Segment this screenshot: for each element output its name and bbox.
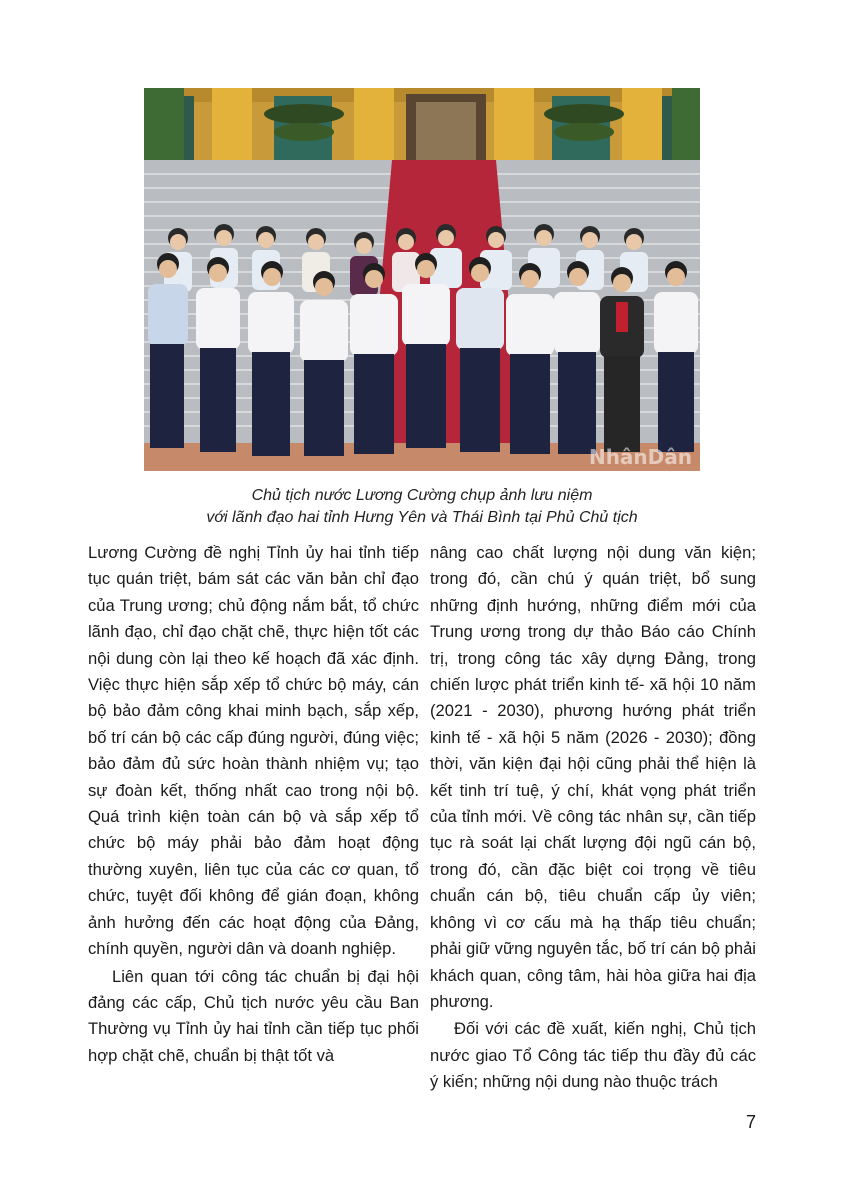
left-column [88, 540, 419, 1069]
photo-watermark: NhânDân [588, 445, 692, 469]
group-photo-icon [144, 88, 700, 471]
right-paragraph-1: nâng cao chất lượng nội dung văn kiện; trong đó, cần chú ý quán triệt, bổ sung những định hướng, những điểm mới của Trung ương trong dự thảo Báo cáo Chính trị, trong công tác xây dựng Đảng, trong chiến lược phát triển kinh tế- xã hội 10 năm (2021 - 2030), phương hướng phát triển kinh tế - xã hội 5 năm (2026 - 2030); đồng thời, văn kiện đại hội cũng phải thể hiện là kết tinh trí tuệ, ý chí, khát vọng phát triển của tỉnh mới. Về công tác nhân sự, cần tiếp tục rà soát lại chất lượng đội ngũ cán bộ, trong đó, cần đặc biệt coi trọng về tiêu chuẩn cán bộ, tiêu chuẩn cấp ủy viên; không vì cơ cấu mà hạ thấp tiêu chuẩn; phải giữ vững nguyên tắc, bố trí cán bộ phải khách quan, công tâm, hài hòa giữa hai địa phương. [430, 543, 756, 1011]
photo-caption [60, 485, 784, 529]
caption-line-1: Chủ tịch nước Lương Cường chụp ảnh lưu niệm [251, 487, 593, 504]
page-number: 7 [745, 1112, 756, 1132]
right-column [430, 540, 756, 1096]
caption-line-2: với lãnh đạo hai tỉnh Hưng Yên và Thái Bình tại Phủ Chủ tịch [206, 509, 638, 526]
left-paragraph-2: Liên quan tới công tác chuẩn bị đại hội đảng các cấp, Chủ tịch nước yêu cầu Ban Thường vụ Tỉnh ủy hai tỉnh cần tiếp tục phối hợp chặt chẽ, chuẩn bị thật tốt và [88, 966, 419, 1065]
right-paragraph-2: Đối với các đề xuất, kiến nghị, Chủ tịch nước giao Tổ Công tác tiếp thu đầy đủ các ý kiến; những nội dung nào thuộc trách [430, 1019, 756, 1092]
left-paragraph-1: Lương Cường đề nghị Tỉnh ủy hai tỉnh tiếp tục quán triệt, bám sát các văn bản chỉ đạo của Trung ương; chủ động nắm bắt, tổ chức lãnh đạo, chỉ đạo chặt chẽ, thực hiện tốt các nội dung còn lại theo kế hoạch đã xác định. Việc thực hiện sắp xếp tổ chức bộ máy, cán bộ bảo đảm công khai minh bạch, sắp xếp, bố trí cán bộ các cấp đúng người, đúng việc; bảo đảm đủ sức hoàn thành nhiệm vụ; tạo sự đoàn kết, thống nhất cao trong nội bộ. Quá trình kiện toàn cán bộ và sắp xếp tổ chức bộ máy phải bảo đảm hoạt động thường xuyên, liên tục của các cơ quan, tổ chức, tuyệt đối không để gián đoạn, không ảnh hưởng đến các hoạt động của Đảng, chính quyền, người dân và doanh nghiệp. [88, 543, 419, 959]
group-photo [144, 88, 700, 471]
